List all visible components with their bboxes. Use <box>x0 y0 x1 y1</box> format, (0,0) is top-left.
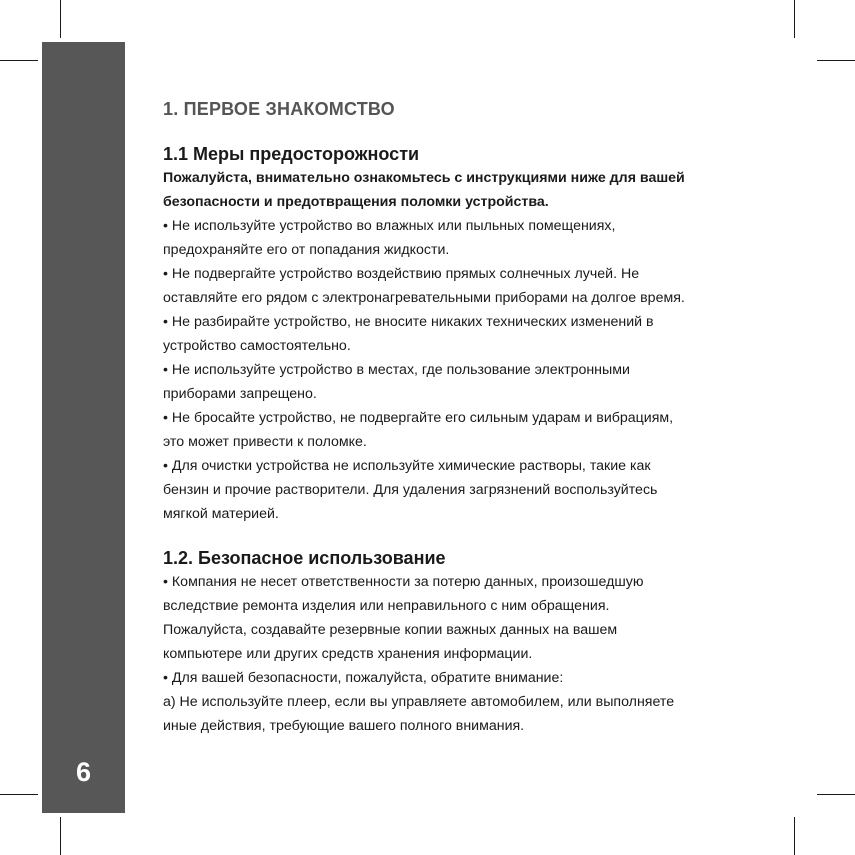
text-line: Пожалуйста, создавайте резервные копии важных данных на вашем <box>163 622 618 638</box>
text-line: • Не бросайте устройство, не подвергайте его сильным ударам и вибрациям, <box>163 410 674 426</box>
crop-mark <box>817 794 855 795</box>
text-line: иные действия, требующие вашего полного внимания. <box>163 718 525 734</box>
text-line: • Не используйте устройство в местах, где пользование электронными <box>163 362 630 378</box>
page-number: 6 <box>75 757 92 787</box>
text-line: а) Не используйте плеер, если вы управляете автомобилем, или выполняете <box>163 694 675 710</box>
intro-line: безопасности и предотвращения поломки устройства. <box>163 194 549 210</box>
crop-mark <box>794 0 795 38</box>
text-line: оставляйте его рядом с электронагревательными приборами на долгое время. <box>163 290 685 306</box>
crop-mark <box>0 794 38 795</box>
text-line: компьютере или других средств хранения информации. <box>163 646 533 662</box>
section-title: 1.2. Безопасное использование <box>163 548 446 568</box>
text-line: мягкой материей. <box>163 506 279 522</box>
section-title: 1.1 Меры предосторожности <box>163 144 420 164</box>
text-line: это может привести к поломке. <box>163 434 367 450</box>
crop-mark <box>60 0 61 38</box>
crop-mark <box>817 60 855 61</box>
text-line: • Для вашей безопасности, пожалуйста, обратите внимание: <box>163 670 564 686</box>
page-sidebar <box>42 42 125 813</box>
crop-mark <box>794 817 795 855</box>
intro-line: Пожалуйста, внимательно ознакомьтесь с инструкциями ниже для вашей <box>163 170 685 186</box>
text-line: • Не подвергайте устройство воздействию прямых солнечных лучей. Не <box>163 266 640 282</box>
crop-mark <box>0 60 38 61</box>
crop-mark <box>60 817 61 855</box>
page-content <box>163 94 783 738</box>
text-line: вследствие ремонта изделия или неправильного с ним обращения. <box>163 598 610 614</box>
text-line: • Не используйте устройство во влажных или пыльных помещениях, <box>163 218 616 234</box>
text-line: • Для очистки устройства не используйте химические растворы, такие как <box>163 458 651 474</box>
text-line: • Не разбирайте устройство, не вносите никаких технических изменений в <box>163 314 654 330</box>
text-line: • Компания не несет ответственности за потерю данных, произошедшую <box>163 574 644 590</box>
text-line: приборами запрещено. <box>163 386 317 402</box>
text-line: устройство самостоятельно. <box>163 338 351 354</box>
text-line: бензин и прочие растворители. Для удаления загрязнений воспользуйтесь <box>163 482 658 498</box>
chapter-title: 1. ПЕРВОЕ ЗНАКОМСТВО <box>163 99 395 119</box>
text-line: предохраняйте его от попадания жидкости. <box>163 242 450 258</box>
